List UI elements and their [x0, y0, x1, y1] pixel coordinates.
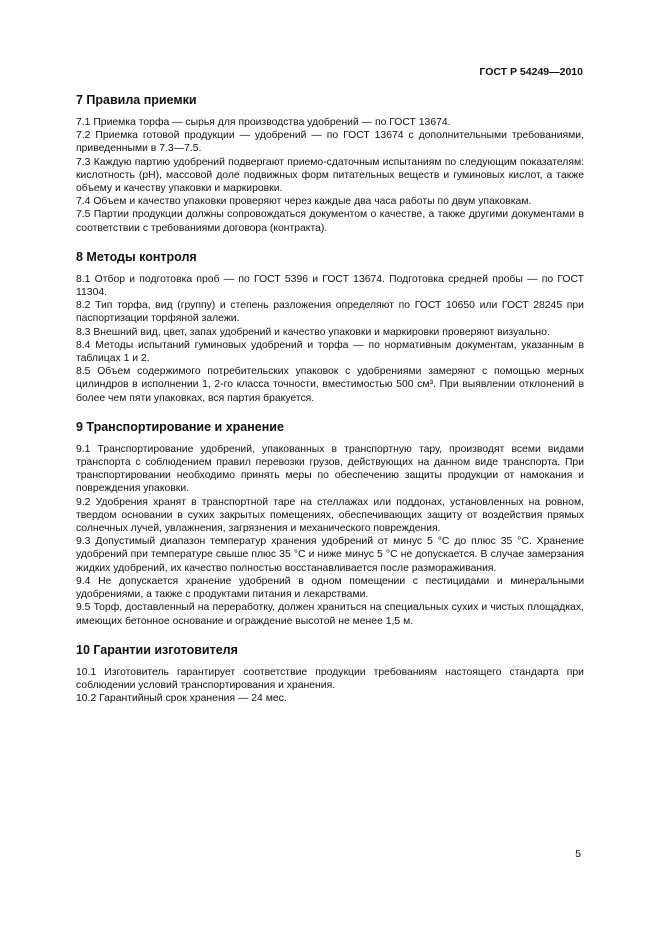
section-title: 8 Методы контроля: [76, 249, 197, 264]
paragraph: 7.5 Партии продукции должны сопровождаться документом о качестве, а также другими документами в соответствии с требованиями договора (контракта).: [76, 209, 584, 234]
section-9: [76, 420, 584, 628]
paragraph: 8.5 Объем содержимого потребительских упаковок с удобрениями замеряют с помощью мерных цилиндров в исполнении 1, 2-го класса точности, вместимостью 500 см³. При выявлении отклонений в более чем пяти упаковках, вся партия бракуется.: [76, 366, 584, 404]
paragraph: 7.3 Каждую партию удобрений подвергают приемо-сдаточным испытаниям по следующим показателям: кислотность (рН), массовой доле подвижных форм питательных веществ и гуминовых кислот, а также объему и качеству упаковки и маркировки.: [76, 156, 584, 195]
paragraph: 9.1 Транспортирование удобрений, упакованных в транспортную тару, производят всеми видами транспорта с соблюдением правил перевозки грузов, действующих на данном виде транспорта. При транспортировании необходимо принять меры по обеспечению защиты продукции от намокания и повреждения упаковки.: [76, 443, 584, 495]
section-title: 7 Правила приемки: [76, 93, 197, 107]
paragraph: 8.1 Отбор и подготовка проб — по ГОСТ 5396 и ГОСТ 13674. Подготовка средней пробы — по ГОСТ 11304.: [76, 273, 584, 299]
paragraph: 10.2 Гарантийный срок хранения — 24 мес.: [76, 693, 287, 705]
section-7: [76, 93, 584, 235]
document-header: ГОСТ Р 54249—2010: [479, 66, 583, 78]
paragraph: 8.2 Тип торфа, вид (группу) и степень разложения определяют по ГОСТ 10650 или ГОСТ 28245 при паспортизации торфяной залежи.: [76, 300, 584, 325]
section-10: [76, 643, 584, 706]
section-title: 10 Гарантии изготовителя: [76, 642, 238, 657]
paragraph: 10.1 Изготовитель гарантирует соответствие продукции требованиям настоящего стандарта при соблюдении условий транспортирования и хранения.: [76, 666, 584, 691]
paragraph: 8.3 Внешний вид, цвет, запах удобрений и качество упаковки и маркировки проверяют визуально.: [76, 326, 550, 338]
paragraph: 9.2 Удобрения хранят в транспортной таре на стеллажах или поддонах, установленных на ровном, твердом основании в сухих закрытых помещениях, обеспечивающих защиту от воздействия прямых солнечных лучей, увлажнения, загрязнения и механического повреждения.: [76, 496, 584, 535]
section-title: 9 Транспортирование и хранение: [76, 419, 284, 434]
document-body: [76, 93, 584, 720]
page-number: 5: [575, 849, 581, 860]
paragraph: 9.4 Не допускается хранение удобрений в одном помещении с пестицидами и минеральными удобрениями, а также с продуктами питания и лекарствами.: [76, 575, 584, 601]
paragraph: 7.2 Приемка готовой продукции — удобрений — по ГОСТ 13674 с дополнительными требованиями, приведенными в 7.3—7.5.: [76, 130, 584, 155]
paragraph: 8.4 Методы испытаний гуминовых удобрений и торфа — по нормативным документам, указанным в таблицах 1 и 2.: [76, 339, 584, 365]
paragraph: 9.5 Торф, доставленный на переработку, должен храниться на специальных сухих и чистых площадках, имеющих бетонное основание и ограждение высотой не менее 1,5 м.: [76, 602, 584, 627]
paragraph: 7.1 Приемка торфа — сырья для производства удобрений — по ГОСТ 13674.: [76, 117, 451, 128]
paragraph: 7.4 Объем и качество упаковки проверяют через каждые два часа работы по двум упаковкам.: [76, 196, 532, 208]
paragraph: 9.3 Допустимый диапазон температур хранения удобрений от минус 5 °С до плюс 35 °С. Хранение удобрений при температуре свыше плюс 35 °С и ниже минус 5 °С не допускается. В случае замерзания жидких удобрений, их качество полностью восстанавливается после размораживания.: [76, 536, 584, 574]
section-8: [76, 250, 584, 405]
